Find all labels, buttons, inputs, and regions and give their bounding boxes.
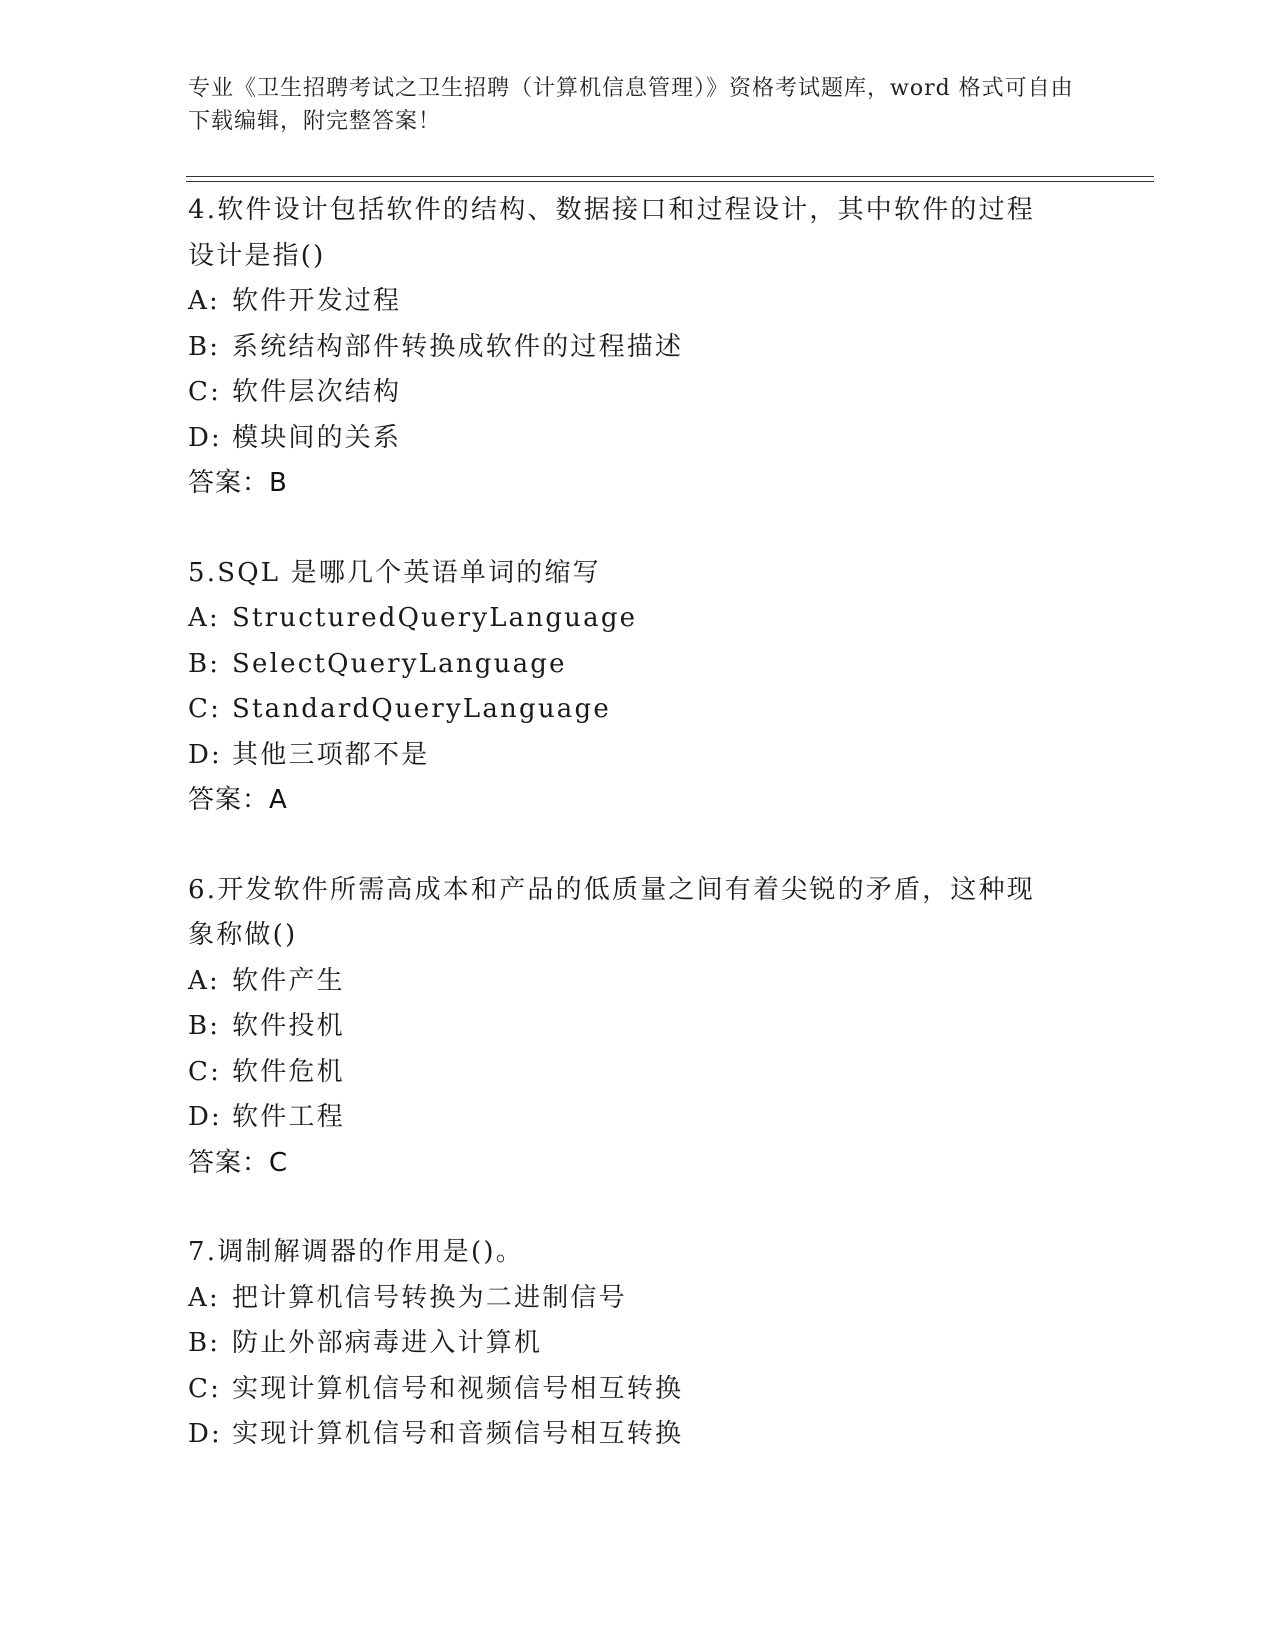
- option-a: [188, 279, 1088, 325]
- option-label: A:: [188, 603, 220, 633]
- option-label: C:: [188, 1056, 222, 1087]
- option-text: 软件投机: [232, 1011, 345, 1041]
- option-d: [188, 1095, 1088, 1141]
- option-text: 软件开发过程: [232, 286, 402, 316]
- question-6: [188, 868, 1088, 1187]
- option-c: [188, 1367, 1088, 1413]
- option-c: [188, 370, 1088, 416]
- option-d: [188, 416, 1088, 462]
- option-label: C:: [188, 1373, 222, 1404]
- option-label: B:: [188, 1011, 221, 1041]
- answer-line: 答案：C: [188, 1147, 289, 1178]
- option-a: [188, 596, 1088, 642]
- answer-line: 答案：A: [188, 785, 288, 815]
- question-4: [188, 188, 1088, 507]
- option-a: [188, 959, 1088, 1005]
- option-text: 软件层次结构: [232, 377, 402, 407]
- option-text: 软件产生: [232, 965, 345, 996]
- option-label: C:: [188, 377, 222, 407]
- option-label: A:: [188, 1282, 220, 1313]
- answer-line: 答案：B: [188, 468, 288, 498]
- option-text: SelectQueryLanguage: [232, 648, 567, 679]
- option-text: 软件工程: [232, 1102, 345, 1132]
- option-b: [188, 1321, 1088, 1367]
- option-label: B:: [188, 331, 221, 362]
- option-d: [188, 1412, 1088, 1458]
- question-stem: 4.软件设计包括软件的结构、数据接口和过程设计，其中软件的过程设计是指(): [188, 195, 1036, 271]
- option-b: [188, 642, 1088, 688]
- option-label: D:: [188, 739, 223, 770]
- option-b: [188, 325, 1088, 371]
- option-text: StandardQueryLanguage: [232, 694, 611, 724]
- option-text: 实现计算机信号和视频信号相互转换: [232, 1373, 684, 1404]
- option-c: [188, 1050, 1088, 1096]
- option-text: 模块间的关系: [232, 422, 402, 453]
- option-text: 实现计算机信号和音频信号相互转换: [232, 1419, 684, 1449]
- question-list: [188, 188, 1088, 1502]
- option-label: A:: [188, 965, 220, 996]
- question-stem: 6.开发软件所需高成本和产品的低质量之间有着尖锐的矛盾，这种现象称做(): [188, 874, 1036, 950]
- option-label: B:: [188, 648, 221, 679]
- option-text: 把计算机信号转换为二进制信号: [232, 1282, 627, 1313]
- option-text: 系统结构部件转换成软件的过程描述: [232, 331, 684, 362]
- question-7: [188, 1230, 1088, 1458]
- option-c: [188, 687, 1088, 733]
- question-stem: 7.调制解调器的作用是()。: [188, 1237, 524, 1267]
- option-label: C:: [188, 694, 222, 724]
- option-label: D:: [188, 1419, 223, 1449]
- option-label: D:: [188, 1102, 223, 1132]
- option-label: B:: [188, 1328, 221, 1358]
- option-d: [188, 733, 1088, 779]
- header-divider: [186, 176, 1154, 182]
- option-b: [188, 1004, 1088, 1050]
- question-5: [188, 551, 1088, 824]
- option-label: A:: [188, 286, 220, 316]
- option-text: 其他三项都不是: [232, 739, 430, 770]
- option-a: [188, 1276, 1088, 1322]
- option-text: 防止外部病毒进入计算机: [232, 1328, 543, 1358]
- option-text: StructuredQueryLanguage: [232, 603, 638, 633]
- question-stem: 5.SQL 是哪几个英语单词的缩写: [188, 557, 601, 588]
- option-label: D:: [188, 422, 223, 453]
- page-header: 专业《卫生招聘考试之卫生招聘（计算机信息管理）》资格考试题库，word 格式可自由下载编辑，附完整答案！: [188, 76, 1074, 134]
- option-text: 软件危机: [232, 1056, 345, 1087]
